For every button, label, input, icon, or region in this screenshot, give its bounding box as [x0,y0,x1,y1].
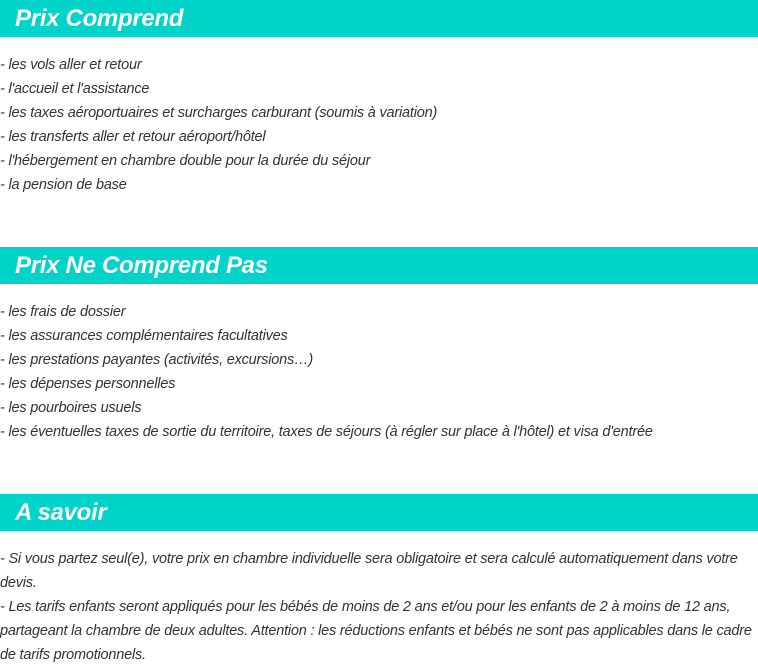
section-prix-comprend [0,0,758,197]
list-item: - les dépenses personnelles [0,376,176,392]
note-paragraph: - Les tarifs enfants seront appliqués pour les bébés de moins de 2 ans et/ou pour les enfants de 2 à moins de 12 ans, partageant la chambre de deux adultes. Attention : les réductions enfants et bébés ne sont pas applicables dans le cadre de tarifs promotionnels. [0,599,752,663]
list-item: - la pension de base [0,177,127,193]
list-item: - l'hébergement en chambre double pour la durée du séjour [0,153,371,169]
list-item: - les assurances complémentaires facultatives [0,328,288,344]
section-a-savoir [0,494,758,667]
section-prix-ne-comprend-pas [0,247,758,444]
section-heading-prix-comprend: Prix Comprend [0,0,758,37]
list-item: - les éventuelles taxes de sortie du territoire, taxes de séjours (à régler sur place à l'hôtel) et visa d'entrée [0,424,653,440]
list-item: - les transferts aller et retour aéroport/hôtel [0,129,266,145]
section-heading-prix-ne-comprend-pas: Prix Ne Comprend Pas [0,247,758,284]
notes-block [0,547,758,667]
excluded-list [0,300,758,444]
list-item: - les pourboires usuels [0,400,142,416]
list-item: - les vols aller et retour [0,57,142,73]
note-paragraph: - Si vous partez seul(e), votre prix en chambre individuelle sera obligatoire et sera calculé automatiquement dans votre devis. [0,551,738,591]
included-list [0,53,758,197]
list-item: - les prestations payantes (activités, excursions…) [0,352,313,368]
list-item: - les taxes aéroportuaires et surcharges carburant (soumis à variation) [0,105,438,121]
list-item: - les frais de dossier [0,304,126,320]
section-heading-a-savoir: A savoir [0,494,758,531]
list-item: - l'accueil et l'assistance [0,81,150,97]
